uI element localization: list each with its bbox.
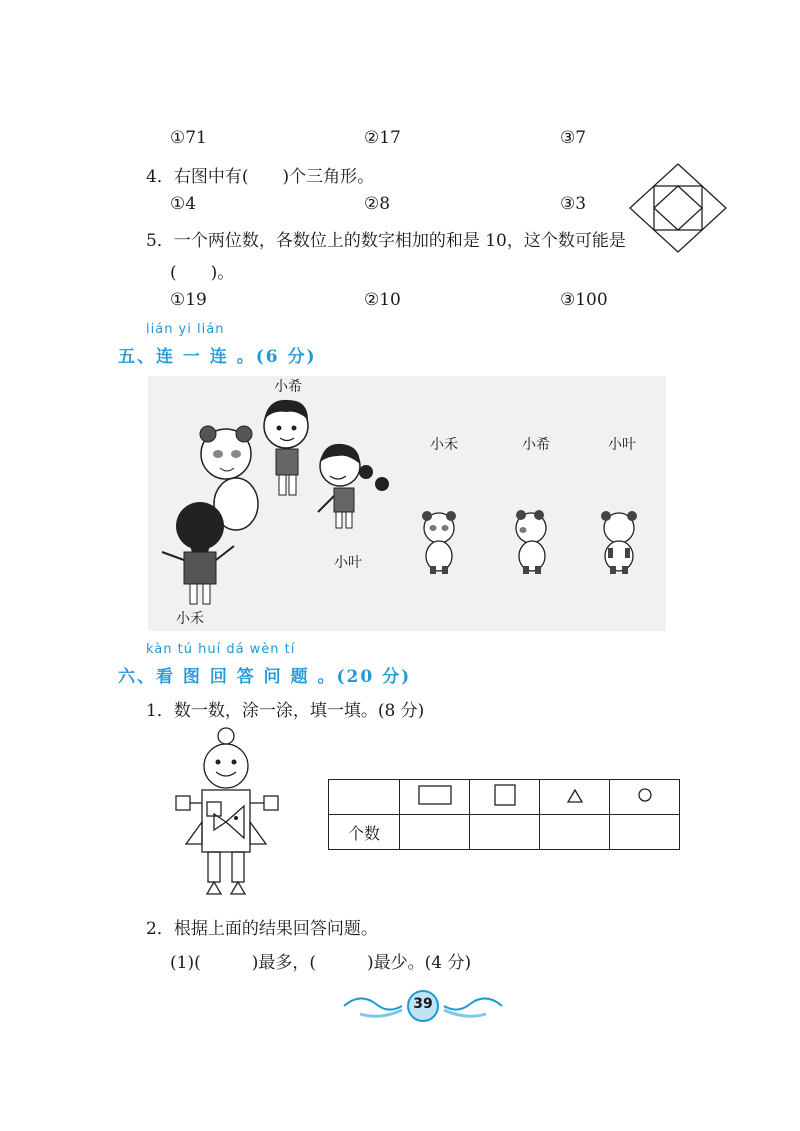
q3-option-1: ①71 <box>170 128 207 148</box>
q4-text: 4．右图中有( )个三角形。 <box>146 167 375 187</box>
answer-cell-rectangle[interactable] <box>400 815 470 850</box>
q5-text-line1: 5．一个两位数，各数位上的数字相加的和是 10，这个数可能是 <box>146 231 626 251</box>
label-xiaoye: 小叶 <box>334 555 362 571</box>
table-header-square <box>470 780 540 815</box>
section6-q2: 2．根据上面的结果回答问题。 <box>146 919 378 939</box>
panda-label-1: 小禾 <box>430 437 458 453</box>
triangle-icon <box>567 789 583 803</box>
shape-count-table <box>328 779 680 850</box>
table-row-label: 个数 <box>329 815 400 850</box>
robot-shapes-figure <box>170 726 290 898</box>
children-illustration <box>148 376 398 631</box>
section5-title: 五、连 一 连 。(6 分) <box>118 347 317 367</box>
table-header-circle <box>610 780 680 815</box>
q5-option-3: ③100 <box>560 290 608 310</box>
panda-side-icon <box>506 508 556 578</box>
panda-label-2: 小希 <box>522 437 550 453</box>
panda-front-icon <box>414 508 464 578</box>
table-row <box>329 780 680 815</box>
table-row <box>329 815 680 850</box>
table-header-triangle <box>540 780 610 815</box>
section6-q2-1: (1)( )最多，( )最少。(4 分) <box>170 953 472 973</box>
answer-cell-circle[interactable] <box>610 815 680 850</box>
q5-option-2: ②10 <box>364 290 401 310</box>
q3-option-3: ③7 <box>560 128 587 148</box>
triangle-figure <box>628 162 728 254</box>
square-icon <box>493 783 517 807</box>
section6-pinyin: kàn tú huí dá wèn tí <box>146 642 296 657</box>
label-xiaohe: 小禾 <box>176 611 204 627</box>
table-header-rectangle <box>400 780 470 815</box>
q3-option-2: ②17 <box>364 128 401 148</box>
q4-option-1: ①4 <box>170 194 197 214</box>
label-xiaoxi: 小希 <box>274 379 302 395</box>
table-cell <box>329 780 400 815</box>
panda-back-icon <box>594 508 644 578</box>
section6-q1: 1．数一数，涂一涂，填一填。(8 分) <box>146 701 425 721</box>
q4-option-3: ③3 <box>560 194 587 214</box>
circle-icon <box>637 787 653 803</box>
answer-cell-triangle[interactable] <box>540 815 610 850</box>
answer-cell-square[interactable] <box>470 815 540 850</box>
rectangle-icon <box>417 784 453 806</box>
q5-option-1: ①19 <box>170 290 207 310</box>
q5-text-line2: ( )。 <box>170 263 235 283</box>
section5-pinyin: lián yi lián <box>146 322 225 337</box>
page-number: 39 <box>413 996 433 1012</box>
matching-panel <box>148 376 666 631</box>
q4-option-2: ②8 <box>364 194 391 214</box>
section6-title: 六、看 图 回 答 问 题 。(20 分) <box>118 667 412 687</box>
panda-label-3: 小叶 <box>608 437 636 453</box>
